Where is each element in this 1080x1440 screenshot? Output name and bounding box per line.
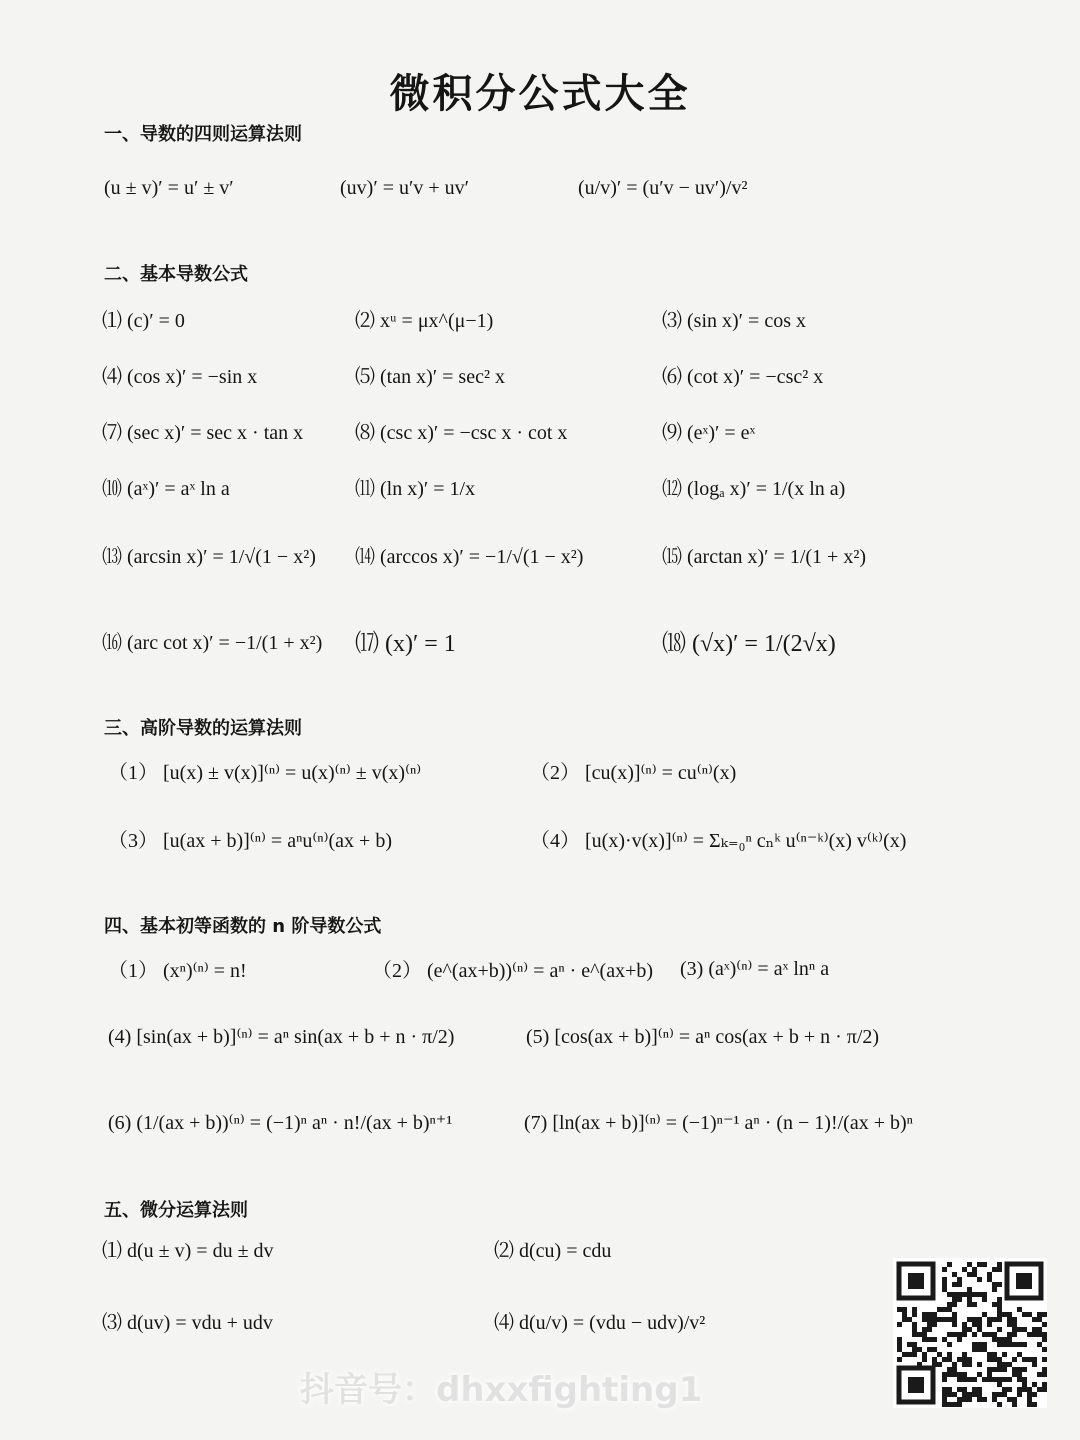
watermark: 抖音号：dhxxfighting1 <box>300 1369 703 1410</box>
formula-basic-3: ⑶ (sin x)′ = cos x <box>662 309 806 332</box>
formula-basic-4: ⑷ (cos x)′ = −sin x <box>102 365 258 388</box>
formula-basic-11: ⑾ (ln x)′ = 1/x <box>355 477 476 500</box>
formula-nth-4: (4) [sin(ax + b)]⁽ⁿ⁾ = aⁿ sin(ax + b + n · π/2) <box>108 1025 455 1048</box>
formula-differential-1: ⑴ d(u ± v) = du ± dv <box>102 1239 274 1262</box>
formula-nth-3: (3) (aˣ)⁽ⁿ⁾ = aˣ lnⁿ a <box>680 957 830 980</box>
formula-product-rule: (uv)′ = u′v + uv′ <box>340 176 470 199</box>
formula-basic-9: ⑼ (eˣ)′ = eˣ <box>662 421 756 444</box>
formula-basic-8: ⑻ (csc x)′ = −csc x · cot x <box>355 421 568 444</box>
formula-basic-12: ⑿ (logₐ x)′ = 1/(x ln a) <box>662 477 846 500</box>
formula-higher-3: （3） [u(ax + b)]⁽ⁿ⁾ = aⁿu⁽ⁿ⁾(ax + b) <box>108 829 392 852</box>
section-heading-4: 四、基本初等函数的 n 阶导数公式 <box>104 916 382 937</box>
formula-nth-2: （2） (e^(ax+b))⁽ⁿ⁾ = aⁿ · e^(ax+b) <box>372 959 654 982</box>
formula-basic-5: ⑸ (tan x)′ = sec² x <box>355 365 505 388</box>
formula-basic-1: ⑴ (c)′ = 0 <box>102 309 185 332</box>
formula-higher-1: （1） [u(x) ± v(x)]⁽ⁿ⁾ = u(x)⁽ⁿ⁾ ± v(x)⁽ⁿ⁾ <box>108 761 422 784</box>
formula-higher-2: （2） [cu(x)]⁽ⁿ⁾ = cu⁽ⁿ⁾(x) <box>530 761 737 784</box>
formula-basic-15: ⒂ (arctan x)′ = 1/(1 + x²) <box>662 545 866 568</box>
formula-basic-2: ⑵ xᵘ = μx^(μ−1) <box>355 309 494 332</box>
formula-basic-16: ⒃ (arc cot x)′ = −1/(1 + x²) <box>102 631 323 654</box>
formula-basic-14: ⒁ (arccos x)′ = −1/√(1 − x²) <box>355 545 584 568</box>
formula-nth-7: (7) [ln(ax + b)]⁽ⁿ⁾ = (−1)ⁿ⁻¹ aⁿ · (n − 1)!/(ax + b)ⁿ <box>524 1111 913 1134</box>
section-heading-3: 三、高阶导数的运算法则 <box>104 718 302 739</box>
formula-basic-17: ⒄ (x)′ = 1 <box>355 630 456 657</box>
formula-basic-13: ⒀ (arcsin x)′ = 1/√(1 − x²) <box>102 545 316 568</box>
formula-quotient-rule: (u/v)′ = (u′v − uv′)/v² <box>578 176 748 199</box>
section-heading-5: 五、微分运算法则 <box>104 1200 248 1221</box>
formula-higher-4: （4） [u(x)·v(x)]⁽ⁿ⁾ = Σₖ₌₀ⁿ cₙᵏ u⁽ⁿ⁻ᵏ⁾(x) v⁽ᵏ⁾(x) <box>530 829 907 852</box>
formula-basic-7: ⑺ (sec x)′ = sec x · tan x <box>102 421 304 444</box>
formula-differential-4: ⑷ d(u/v) = (vdu − udv)/v² <box>494 1311 706 1334</box>
formula-nth-1: （1） (xⁿ)⁽ⁿ⁾ = n! <box>108 959 247 982</box>
section-heading-2: 二、基本导数公式 <box>104 264 248 285</box>
qr-code <box>893 1258 1047 1408</box>
formula-nth-6: (6) (1/(ax + b))⁽ⁿ⁾ = (−1)ⁿ aⁿ · n!/(ax + b)ⁿ⁺¹ <box>108 1111 453 1134</box>
formula-basic-10: ⑽ (aˣ)′ = aˣ ln a <box>102 477 230 500</box>
formula-basic-6: ⑹ (cot x)′ = −csc² x <box>662 365 824 388</box>
page-title: 微积分公式大全 <box>389 71 691 117</box>
formula-differential-3: ⑶ d(uv) = vdu + udv <box>102 1311 273 1334</box>
formula-sum-rule: (u ± v)′ = u′ ± v′ <box>104 176 234 199</box>
formula-basic-18: ⒅ (√x)′ = 1/(2√x) <box>662 630 836 657</box>
formula-nth-5: (5) [cos(ax + b)]⁽ⁿ⁾ = aⁿ cos(ax + b + n · π/2) <box>526 1025 880 1048</box>
section-heading-1: 一、导数的四则运算法则 <box>104 124 302 145</box>
formula-differential-2: ⑵ d(cu) = cdu <box>494 1239 612 1262</box>
